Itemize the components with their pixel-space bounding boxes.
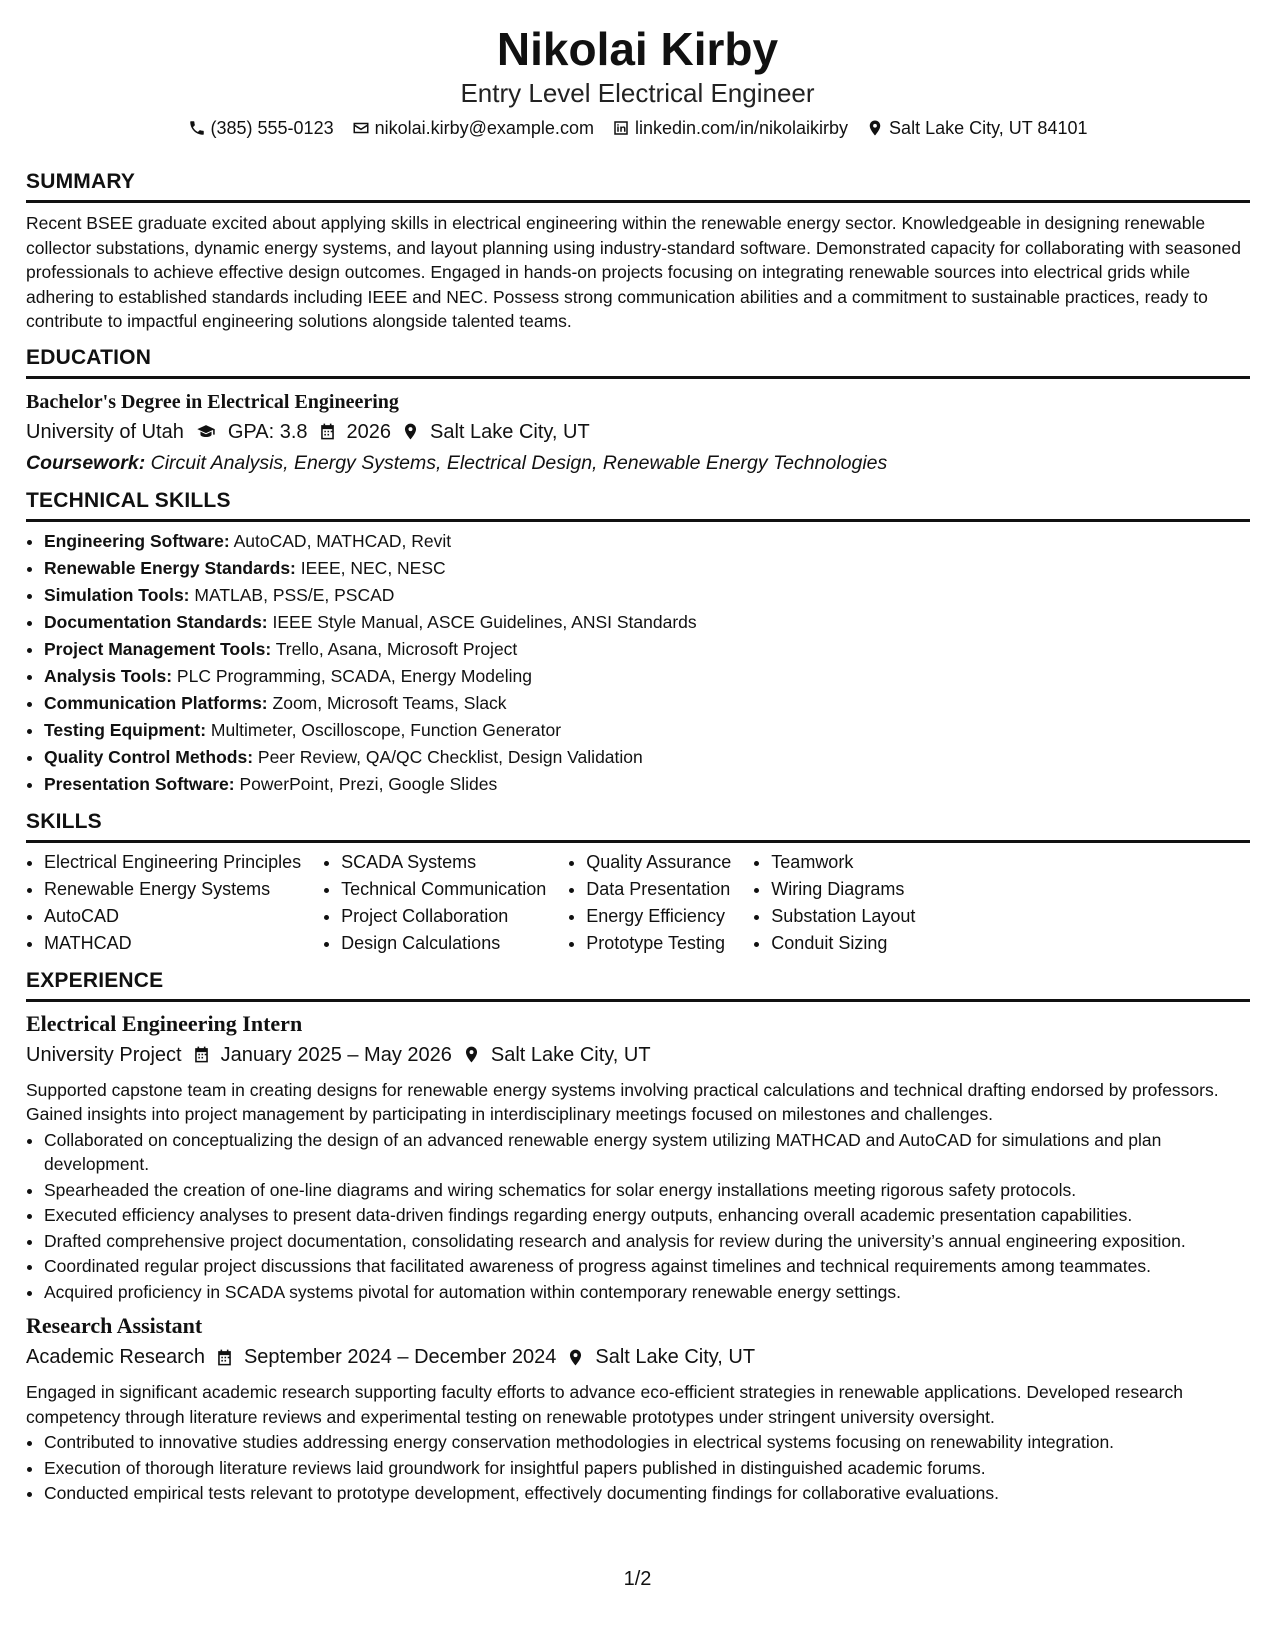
list-item: • Wiring Diagrams	[771, 876, 915, 903]
job-organization: Academic Research	[26, 1346, 205, 1368]
coursework-line	[26, 449, 1250, 477]
list-item	[44, 771, 1250, 798]
skills-section	[26, 808, 1250, 957]
job-meta	[26, 1342, 1250, 1372]
skill-values: Peer Review, QA/QC Checklist, Design Validation	[257, 746, 643, 767]
list-item: • Prototype Testing	[586, 930, 731, 957]
job-summary: Supported capstone team in creating designs for renewable energy systems involving practical calculations and technical drafting endorsed by professors. Gained insights into project management by participating in interdisciplinary meetings focused on milestones and challenges.	[26, 1079, 1219, 1124]
skill-category: Project Management Tools:	[44, 638, 272, 659]
resume-body	[26, 168, 1250, 1516]
contact-phone	[188, 116, 334, 140]
list-item: • Quality Assurance	[586, 849, 731, 876]
gpa-text: GPA: 3.8	[227, 420, 308, 443]
skill-category: Documentation Standards:	[44, 611, 268, 632]
skill-category: Presentation Software:	[44, 773, 235, 794]
calendar-icon	[192, 1045, 211, 1064]
list-item	[44, 717, 1250, 744]
list-item: • AutoCAD	[44, 903, 301, 930]
list-item	[44, 663, 1250, 690]
map-pin-icon	[462, 1045, 481, 1064]
skill-category: Analysis Tools:	[44, 665, 173, 686]
resume-header	[0, 0, 1275, 140]
job-title: Research Assistant	[26, 1313, 203, 1338]
job-dates: September 2024 – December 2024	[243, 1346, 557, 1368]
skill-category: Communication Platforms:	[44, 692, 268, 713]
page-number: 1/2	[623, 1568, 652, 1590]
technical-skills-heading: TECHNICAL SKILLS	[26, 487, 1250, 522]
list-item: • Renewable Energy Systems	[44, 876, 301, 903]
skill-values: IEEE Style Manual, ASCE Guidelines, ANSI Standards	[272, 611, 697, 632]
list-item	[44, 744, 1250, 771]
skills-heading: SKILLS	[26, 808, 1250, 843]
candidate-name: Nikolai Kirby	[496, 23, 779, 75]
experience-section	[26, 967, 1250, 1506]
list-item: • Technical Communication	[341, 876, 546, 903]
list-item	[44, 690, 1250, 717]
list-item: • Design Calculations	[341, 930, 546, 957]
education-section	[26, 344, 1250, 477]
candidate-headline: Entry Level Electrical Engineer	[460, 78, 815, 108]
skill-values: Multimeter, Oscilloscope, Function Generator	[210, 719, 562, 740]
education-heading: EDUCATION	[26, 344, 1250, 379]
job-summary: Engaged in significant academic research supporting faculty efforts to advance eco-efficient strategies in renewable applications. Developed research competency through literature reviews and experimental testing on renewable prototypes under stringent university oversight.	[26, 1382, 1183, 1427]
list-item: • Conducted empirical tests relevant to prototype development, effectively documenting findings for collaborative evaluations.	[44, 1481, 1250, 1506]
list-item: • Collaborated on conceptualizing the design of an advanced renewable energy system utilizing MATHCAD and AutoCAD for simulations and plan development.	[44, 1128, 1250, 1177]
experience-entry	[26, 1010, 1250, 1305]
education-location: Salt Lake City, UT	[430, 420, 590, 443]
list-item: • Teamwork	[771, 849, 915, 876]
skill-values: MATLAB, PSS/E, PSCAD	[194, 584, 395, 605]
list-item: • Drafted comprehensive project documentation, consolidating research and analysis for review during the university’s annual engineering exposition.	[44, 1229, 1250, 1254]
contact-bar	[0, 116, 1275, 140]
job-bullet-list	[26, 1128, 1250, 1305]
experience-entry	[26, 1312, 1250, 1506]
contact-email-text[interactable]: nikolai.kirby@example.com	[374, 118, 594, 138]
degree-title: Bachelor's Degree in Electrical Engineering	[26, 390, 399, 413]
experience-heading: EXPERIENCE	[26, 967, 1250, 1002]
technical-skills-section	[26, 487, 1250, 798]
envelope-icon	[352, 119, 370, 137]
contact-email[interactable]	[352, 116, 594, 140]
year-segment	[318, 417, 392, 447]
skill-values: IEEE, NEC, NESC	[300, 557, 446, 578]
job-meta	[26, 1040, 1250, 1070]
job-organization: University Project	[26, 1043, 182, 1066]
list-item: • Electrical Engineering Principles	[44, 849, 301, 876]
list-item: • Energy Efficiency	[586, 903, 731, 930]
list-item: • MATHCAD	[44, 930, 301, 957]
list-item: • Acquired proficiency in SCADA systems pivotal for automation within contemporary renewable energy settings.	[44, 1280, 1250, 1305]
job-title: Electrical Engineering Intern	[26, 1010, 303, 1036]
list-item: • Data Presentation	[586, 876, 731, 903]
skill-category: Testing Equipment:	[44, 719, 207, 740]
job-location: Salt Lake City, UT	[595, 1346, 756, 1368]
map-pin-icon	[866, 119, 884, 137]
skills-column	[323, 849, 546, 957]
contact-linkedin-text[interactable]: linkedin.com/in/nikolaikirby	[634, 118, 849, 138]
contact-location	[866, 116, 1087, 140]
skills-column	[568, 849, 731, 957]
list-item	[44, 528, 1250, 555]
contact-linkedin[interactable]	[612, 116, 848, 140]
job-location-segment	[566, 1342, 755, 1372]
coursework-list: Circuit Analysis, Energy Systems, Electrical Design, Renewable Energy Technologies	[150, 451, 888, 474]
skill-values: PowerPoint, Prezi, Google Slides	[239, 773, 498, 794]
contact-location-text: Salt Lake City, UT 84101	[889, 118, 1088, 138]
job-bullet-list	[26, 1430, 1250, 1506]
skills-column	[26, 849, 301, 957]
map-pin-icon	[566, 1348, 585, 1367]
graduation-year: 2026	[346, 420, 392, 443]
technical-skills-list	[26, 528, 1250, 798]
summary-text: Recent BSEE graduate excited about applying skills in electrical engineering within the renewable energy sector. Knowledgeable in designing renewable collector substations, dynamic energy systems, and layout planning using industry-standard software. Demonstrated capacity for collaborating with seasoned professionals to achieve effective design outcomes. Engaged in hands-on projects focusing on integrating renewable sources into electrical grids while adhering to established standards including IEEE and NEC. Possess strong communication abilities and a commitment to sustainable practices, ready to contribute to impactful engineering solutions alongside talented teams.	[26, 213, 1241, 331]
skill-values: PLC Programming, SCADA, Energy Modeling	[176, 665, 532, 686]
job-dates-segment	[215, 1342, 556, 1372]
list-item: • Contributed to innovative studies addressing energy conservation methodologies in electrical systems focusing on renewability integration.	[44, 1430, 1250, 1455]
list-item	[44, 582, 1250, 609]
list-item	[44, 636, 1250, 663]
skill-values: AutoCAD, MATHCAD, Revit	[233, 530, 452, 551]
contact-phone-text: (385) 555-0123	[210, 118, 334, 138]
skill-category: Engineering Software:	[44, 530, 230, 551]
list-item: • Executed efficiency analyses to present data-driven findings regarding energy outputs, enhancing overall academic presentation capabilities.	[44, 1203, 1250, 1228]
skill-values: Zoom, Microsoft Teams, Slack	[272, 692, 507, 713]
education-location-segment	[401, 417, 590, 447]
skill-category: Renewable Energy Standards:	[44, 557, 296, 578]
skill-category: Simulation Tools:	[44, 584, 190, 605]
summary-section	[26, 168, 1250, 334]
calendar-icon	[215, 1348, 234, 1367]
skill-values: Trello, Asana, Microsoft Project	[275, 638, 518, 659]
school-name: University of Utah	[26, 420, 184, 443]
job-dates: January 2025 – May 2026	[220, 1043, 452, 1066]
list-item: • Conduit Sizing	[771, 930, 915, 957]
linkedin-icon	[612, 119, 630, 137]
calendar-icon	[318, 422, 337, 441]
skill-category: Quality Control Methods:	[44, 746, 254, 767]
list-item: • Coordinated regular project discussions that facilitated awareness of progress against timelines and technical requirements among teammates.	[44, 1254, 1250, 1279]
phone-icon	[188, 119, 206, 137]
summary-heading: SUMMARY	[26, 168, 1250, 203]
skills-grid	[26, 849, 1250, 957]
job-location: Salt Lake City, UT	[490, 1043, 651, 1066]
list-item: • Spearheaded the creation of one-line diagrams and wiring schematics for solar energy installations meeting rigorous safety protocols.	[44, 1178, 1250, 1203]
graduation-cap-icon	[194, 422, 218, 441]
list-item: • Project Collaboration	[341, 903, 546, 930]
list-item: • SCADA Systems	[341, 849, 546, 876]
list-item	[44, 555, 1250, 582]
coursework-label: Coursework:	[26, 451, 146, 474]
skills-column	[753, 849, 915, 957]
list-item: • Substation Layout	[771, 903, 915, 930]
job-dates-segment	[192, 1040, 452, 1070]
job-location-segment	[462, 1040, 651, 1070]
gpa-segment	[194, 417, 308, 447]
map-pin-icon	[401, 422, 420, 441]
education-meta	[26, 417, 1250, 447]
list-item	[44, 609, 1250, 636]
list-item: • Execution of thorough literature reviews laid groundwork for insightful papers published in distinguished academic forums.	[44, 1456, 1250, 1481]
